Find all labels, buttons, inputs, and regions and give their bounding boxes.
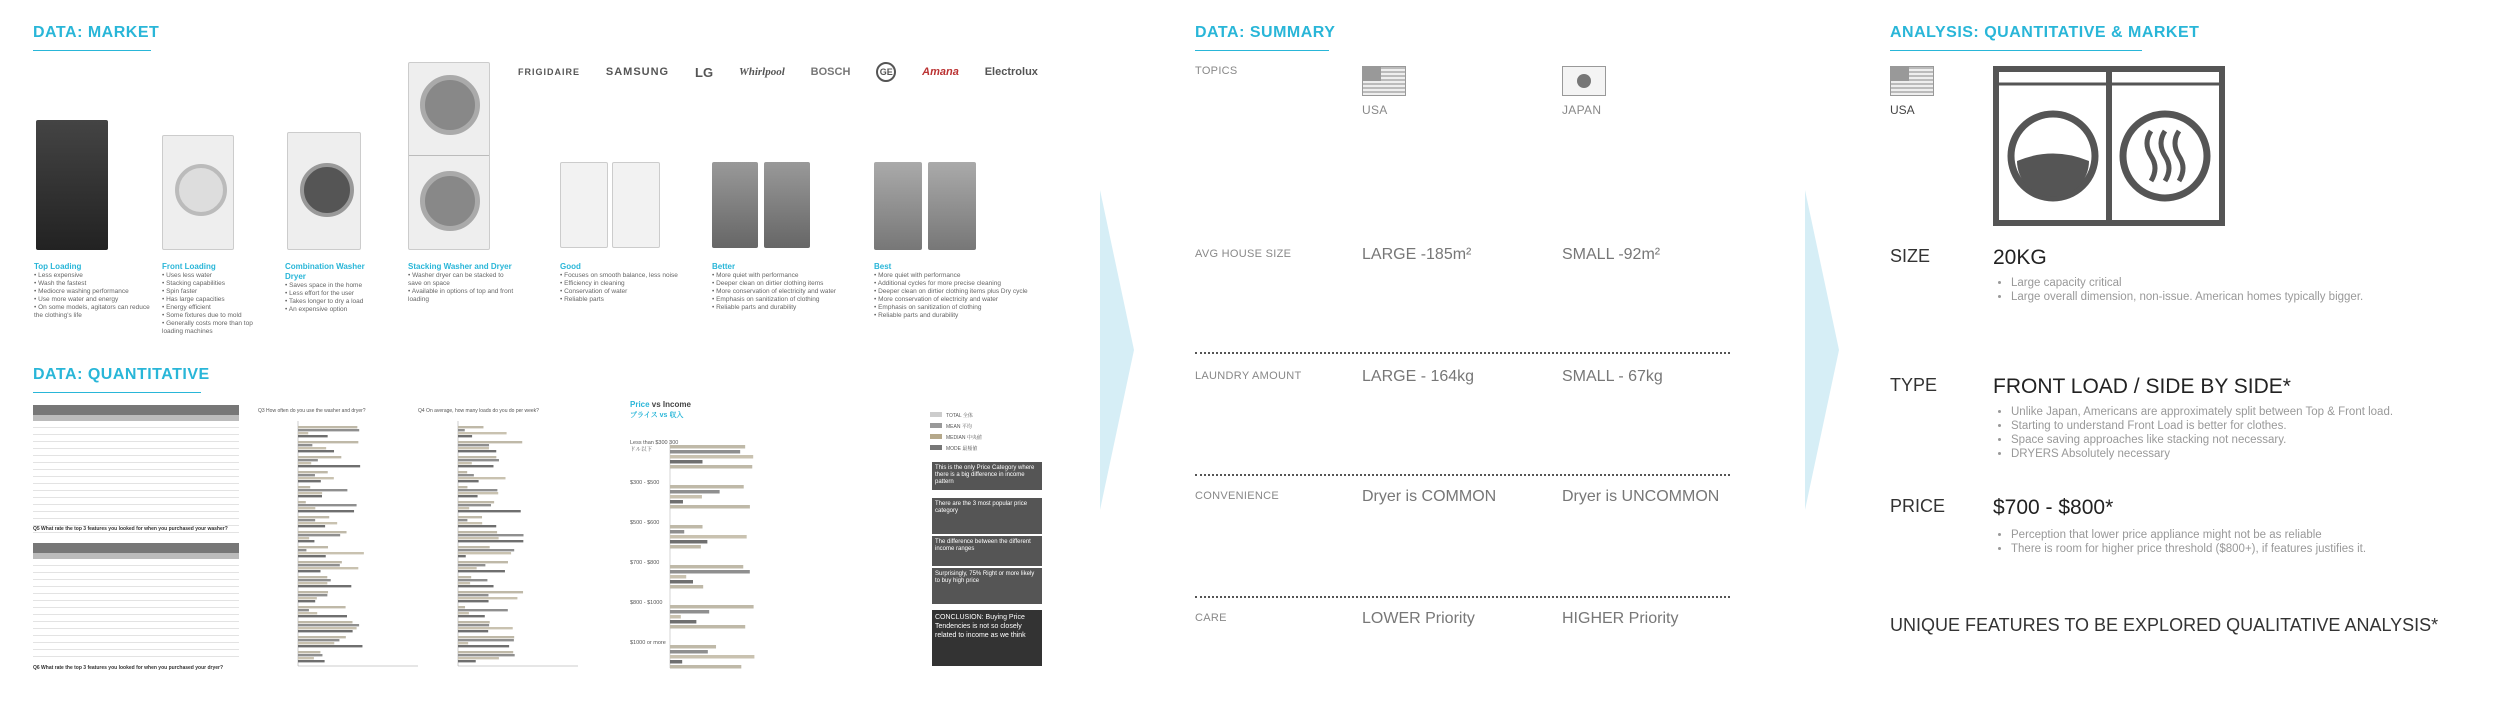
product-combination: [285, 262, 385, 314]
bar-mark: [298, 531, 347, 533]
bar-mark: [298, 522, 337, 524]
chart1-title: Q3 How often do you use the washer and dryer?: [258, 408, 366, 414]
bar-mark: [458, 654, 515, 656]
market-title: DATA: MARKET: [33, 24, 160, 41]
bar-mark: [458, 525, 496, 527]
size-bullets: [1993, 276, 2491, 304]
bar-mark: [298, 477, 334, 479]
bar-mark: [298, 549, 306, 551]
bar-mark: [298, 429, 359, 431]
bar-mark: [458, 477, 505, 479]
bar-mark: [298, 564, 340, 566]
product-bullet: • Less expensive: [34, 272, 154, 280]
product-bullet: • Deeper clean on dirtier clothing items: [712, 280, 862, 288]
type-bullets: [1993, 405, 2491, 461]
bar-mark: [458, 585, 494, 587]
legend-item: MODE 最頻値: [946, 446, 978, 452]
brand-bosch: BOSCH: [810, 66, 851, 78]
bar-mark: [458, 594, 488, 596]
bar-mark: [298, 636, 346, 638]
price-bullet: • There is room for higher price threshold ($800+), if features justifies it.: [2011, 542, 2491, 556]
price-bar-mark: [670, 565, 743, 569]
divider: [1195, 352, 1730, 354]
bar-mark: [298, 525, 325, 527]
bar-mark: [458, 597, 517, 599]
product-bullet: • More conservation of electricity and water: [712, 288, 862, 296]
product-bullet: • Generally costs more than top loading machines: [162, 320, 270, 336]
bar-mark: [458, 450, 496, 452]
brand-amana: Amana: [922, 66, 959, 78]
product-bullet: • Stacking capabilities: [162, 280, 270, 288]
bar-mark: [458, 621, 490, 623]
chart1-bars: [298, 426, 364, 662]
bar-mark: [458, 435, 472, 437]
annotation-box: There are the 3 most popular price category: [932, 498, 1042, 534]
bar-mark: [298, 606, 346, 608]
product-bullet: • Energy efficient: [162, 304, 270, 312]
bar-mark: [298, 537, 309, 539]
product-title: Combination Washer Dryer: [285, 262, 365, 281]
bar-mark: [298, 459, 318, 461]
chart2-title: Q4 On average, how many loads do you do per week?: [418, 408, 539, 414]
product-title: Best: [874, 262, 892, 271]
bar-mark: [458, 432, 507, 434]
bar-mark: [298, 540, 314, 542]
bar-mark: [298, 555, 326, 557]
bar-mark: [458, 462, 472, 464]
topics-label: TOPICS: [1195, 65, 1238, 77]
bar-mark: [298, 492, 322, 494]
bar-mark: [458, 546, 490, 548]
bar-mark: [298, 456, 341, 458]
product-bullet: • Emphasis on sanitization of clothing: [874, 304, 1044, 312]
analysis-footer: UNIQUE FEATURES TO BE EXPLORED QUALITATIVE ANALYSIS*: [1890, 615, 2439, 635]
bar-mark: [298, 630, 353, 632]
top-loading-washer-image: [36, 120, 108, 250]
bar-mark: [458, 531, 497, 533]
usa-care: LOWER Priority: [1362, 610, 1475, 627]
bar-mark: [298, 432, 308, 434]
analysis-title: ANALYSIS: QUANTITATIVE & MARKET: [1890, 24, 2200, 41]
best-washer-image: [874, 162, 922, 250]
bar-mark: [458, 567, 477, 569]
bar-mark: [458, 639, 514, 641]
price-value: $700 - $800*: [1993, 496, 2114, 519]
bar-mark: [298, 624, 359, 626]
bar-mark: [458, 489, 497, 491]
bar-mark: [298, 447, 326, 449]
japan-house-size: SMALL -92m²: [1562, 246, 1661, 263]
product-best: [874, 262, 1044, 320]
bar-mark: [458, 471, 467, 473]
table-header: [33, 405, 239, 415]
product-bullet: • More conservation of electricity and water: [874, 296, 1044, 304]
bar-mark: [298, 474, 315, 476]
bar-mark: [298, 480, 321, 482]
product-bullet: • Emphasis on sanitization of clothing: [712, 296, 862, 304]
bar-mark: [458, 495, 478, 497]
bar-mark: [298, 612, 317, 614]
price-bar-mark: [670, 445, 745, 449]
analysis-usa-label: USA: [1890, 103, 1915, 117]
annotation-box: This is the only Price Category where there is a big difference in income pattern: [932, 462, 1042, 490]
type-value: FRONT LOAD / SIDE BY SIDE*: [1993, 375, 2291, 398]
bar-mark: [298, 501, 306, 503]
chart-washer-frequency: [258, 416, 423, 676]
bar-mark: [458, 456, 496, 458]
product-bullet: • Conservation of water: [560, 288, 690, 296]
bar-mark: [298, 567, 358, 569]
japan-label: JAPAN: [1562, 103, 1602, 117]
product-title: Stacking Washer and Dryer: [408, 262, 512, 271]
bar-mark: [458, 627, 513, 629]
bar-mark: [458, 429, 465, 431]
bar-mark: [458, 501, 494, 503]
product-bullet: • Takes longer to dry a load: [285, 298, 385, 306]
stacking-washer-dryer-image: [408, 62, 490, 250]
bar-mark: [298, 660, 325, 662]
bar-mark: [458, 555, 466, 557]
bar-mark: [458, 444, 489, 446]
price-bar-mark: [670, 455, 753, 459]
brand-samsung: SAMSUNG: [605, 66, 670, 78]
bar-mark: [298, 651, 320, 653]
bar-mark: [458, 651, 513, 653]
bar-mark: [458, 486, 467, 488]
bar-mark: [298, 552, 364, 554]
legend-item: MEAN 平均: [946, 424, 972, 430]
price-bar-mark: [670, 625, 745, 629]
bar-mark: [458, 657, 499, 659]
bar-mark: [458, 510, 521, 512]
washer-dryer-icon: [1993, 66, 2225, 226]
bar-mark: [298, 546, 328, 548]
bar-mark: [298, 495, 322, 497]
usa-convenience: Dryer is COMMON: [1362, 488, 1497, 505]
bar-mark: [458, 474, 474, 476]
price-row-label: $500 - $600: [630, 520, 660, 526]
bar-mark: [298, 504, 357, 506]
table-header: [33, 543, 239, 553]
price-bar-mark: [670, 605, 754, 609]
type-bullet: • DRYERS Absolutely necessary: [2011, 447, 2491, 461]
chart-loads-per-week: [418, 416, 583, 676]
product-bullet: • Has large capacities: [162, 296, 270, 304]
bar-mark: [458, 660, 476, 662]
price-row-label: $1000 or more: [630, 640, 666, 646]
arrow-right-icon: [1100, 190, 1134, 510]
product-bullet: • Efficiency in cleaning: [560, 280, 690, 288]
bar-mark: [298, 426, 357, 428]
bar-mark: [458, 549, 514, 551]
bar-mark: [458, 537, 499, 539]
product-title: Better: [712, 262, 736, 271]
bar-mark: [298, 621, 353, 623]
row-label-laundry: LAUNDRY AMOUNT: [1195, 370, 1302, 382]
brand-whirlpool: Whirlpool: [738, 66, 785, 78]
price-bar-mark: [670, 485, 744, 489]
bar-mark: [298, 534, 340, 536]
bar-mark: [298, 594, 327, 596]
row-label-convenience: CONVENIENCE: [1195, 490, 1279, 502]
price-bar-mark: [670, 570, 750, 574]
usa-flag-icon: [1890, 66, 1934, 96]
title-underline: [33, 50, 151, 51]
price-bullet: • Perception that lower price appliance might not be as reliable: [2011, 528, 2491, 542]
bar-mark: [298, 582, 327, 584]
bar-mark: [298, 591, 328, 593]
price-row-label: Less than $300 300ドル以下: [630, 440, 679, 453]
bar-mark: [298, 609, 309, 611]
divider: [1195, 474, 1730, 476]
usa-laundry: LARGE - 164kg: [1362, 368, 1475, 385]
price-bar-mark: [670, 665, 741, 669]
bar-mark: [458, 576, 471, 578]
bar-mark: [458, 564, 485, 566]
product-bullet: • Focuses on smooth balance, less noise: [560, 272, 690, 280]
price-bar-mark: [670, 505, 750, 509]
better-washer-image: [712, 162, 758, 248]
title-underline: [33, 392, 201, 393]
brand-logos: [518, 62, 1038, 82]
bar-mark: [298, 471, 328, 473]
bar-mark: [458, 507, 469, 509]
bar-mark: [458, 426, 483, 428]
japan-convenience: Dryer is UNCOMMON: [1562, 488, 1720, 505]
table-caption: Q6 What rate the top 3 features you looked for when you purchased your dryer?: [33, 665, 224, 671]
combination-washer-dryer-image: [287, 132, 361, 250]
bar-mark: [298, 645, 362, 647]
price-bullets: [1993, 528, 2491, 556]
product-bullet: • Use more water and energy: [34, 296, 154, 304]
product-bullet: • More quiet with performance: [874, 272, 1044, 280]
usa-flag-icon: [1362, 66, 1406, 96]
row-label-house-size: AVG HOUSE SIZE: [1195, 248, 1292, 260]
bar-mark: [298, 489, 347, 491]
product-bullet: • Less effort for the user: [285, 290, 385, 298]
price-row-label: $300 - $500: [630, 480, 660, 486]
product-front-loading: [162, 262, 270, 336]
product-bullet: • Mediocre washing performance: [34, 288, 154, 296]
bar-mark: [458, 642, 468, 644]
bar-mark: [458, 645, 509, 647]
price-chart-title: [630, 400, 691, 409]
brand-lg: LG: [695, 64, 714, 80]
price-title-rest: vs Income: [649, 400, 691, 409]
product-bullet: • Saves space in the home: [285, 282, 385, 290]
bar-mark: [458, 516, 482, 518]
better-dryer-image: [764, 162, 810, 248]
bar-mark: [458, 504, 491, 506]
bar-mark: [298, 615, 347, 617]
conclusion-box: CONCLUSION: Buying Price Tendencies is not so closely related to income as we think: [932, 610, 1042, 666]
bar-mark: [458, 441, 522, 443]
product-bullet: • Available in options of top and front loading: [408, 288, 518, 304]
japan-laundry: SMALL - 67kg: [1562, 368, 1663, 385]
product-title: Front Loading: [162, 262, 216, 271]
bar-mark: [458, 534, 524, 536]
table-rows: [33, 559, 239, 663]
bar-mark: [298, 435, 328, 437]
product-title: Good: [560, 262, 581, 271]
product-bullet: • Reliable parts: [560, 296, 690, 304]
bar-mark: [298, 462, 311, 464]
bar-mark: [298, 465, 360, 467]
price-legend: [930, 412, 1040, 452]
price-row-label: $700 - $800: [630, 560, 660, 566]
table-caption: Q5 What rate the top 3 features you looked for when you purchased your washer?: [33, 526, 228, 532]
quantitative-title: DATA: QUANTITATIVE: [33, 366, 210, 383]
summary-title: DATA: SUMMARY: [1195, 24, 1336, 41]
annotation-box: The difference between the different income ranges: [932, 536, 1042, 566]
product-bullet: • Wash the fastest: [34, 280, 154, 288]
product-bullet: • Additional cycles for more precise cleaning: [874, 280, 1044, 288]
bar-mark: [458, 447, 489, 449]
japan-care: HIGHER Priority: [1562, 610, 1679, 627]
bar-mark: [298, 600, 315, 602]
brand-ge: GE: [876, 62, 896, 82]
size-label: SIZE: [1890, 246, 1931, 266]
bar-mark: [458, 606, 465, 608]
price-bar-mark: [670, 535, 747, 539]
bar-mark: [298, 597, 317, 599]
annotation-box: Surprisingly, 75% Right or more likely to buy high price: [932, 568, 1042, 604]
bar-mark: [458, 600, 489, 602]
price-bar-mark: [670, 465, 752, 469]
bar-mark: [458, 636, 514, 638]
good-washer-image: [560, 162, 608, 248]
legend-item: TOTAL 全体: [946, 413, 973, 419]
product-top-loading: [34, 262, 154, 320]
type-bullet: • Space saving approaches like stacking not necessary.: [2011, 433, 2491, 447]
front-loading-washer-image: [162, 135, 234, 250]
bar-mark: [298, 444, 312, 446]
product-bullet: • An expensive option: [285, 306, 385, 314]
bar-mark: [458, 612, 469, 614]
bar-mark: [458, 591, 523, 593]
bar-mark: [458, 615, 485, 617]
bar-mark: [458, 579, 487, 581]
size-value: 20KG: [1993, 246, 2047, 269]
type-bullet: • Starting to understand Front Load is better for clothes.: [2011, 419, 2491, 433]
product-bullet: • Washer dryer can be stacked to save on space: [408, 272, 518, 288]
bar-mark: [298, 576, 327, 578]
price-bars: [670, 445, 754, 669]
arrow-right-icon: [1805, 190, 1839, 510]
product-bullet: • Some fixtures due to mold: [162, 312, 270, 320]
bar-mark: [458, 492, 498, 494]
bar-mark: [458, 561, 508, 563]
bar-mark: [458, 624, 489, 626]
title-underline: [1195, 50, 1329, 51]
brand-electrolux: Electrolux: [984, 66, 1038, 78]
product-bullet: • Reliable parts and durability: [874, 312, 1044, 320]
bar-mark: [458, 552, 511, 554]
size-bullet: • Large capacity critical: [2011, 276, 2491, 290]
bar-mark: [458, 630, 488, 632]
price-bar-mark: [670, 655, 754, 659]
bar-mark: [458, 582, 470, 584]
product-bullet: • Reliable parts and durability: [712, 304, 862, 312]
bar-mark: [298, 642, 334, 644]
good-dryer-image: [612, 162, 660, 248]
bar-mark: [458, 609, 508, 611]
product-bullet: • Deeper clean on dirtier clothing items plus Dry cycle: [874, 288, 1044, 296]
bar-mark: [298, 441, 358, 443]
row-label-care: CARE: [1195, 612, 1227, 624]
bar-mark: [458, 570, 505, 572]
size-bullet: • Large overall dimension, non-issue. American homes typically bigger.: [2011, 290, 2491, 304]
bar-mark: [298, 561, 342, 563]
survey-table-dryer: [33, 543, 239, 663]
bar-mark: [298, 486, 310, 488]
bar-mark: [458, 459, 499, 461]
title-underline: [1890, 50, 2142, 51]
product-bullet: • More quiet with performance: [712, 272, 862, 280]
bar-mark: [298, 507, 315, 509]
usa-label: USA: [1362, 103, 1388, 117]
product-better: [712, 262, 862, 312]
bar-mark: [298, 657, 314, 659]
bar-mark: [458, 522, 482, 524]
table-rows: [33, 421, 239, 533]
bar-mark: [458, 480, 479, 482]
bar-mark: [458, 540, 523, 542]
product-bullet: • Uses less water: [162, 272, 270, 280]
product-title: Top Loading: [34, 262, 82, 271]
bar-mark: [298, 570, 320, 572]
price-bar-mark: [670, 450, 740, 454]
bar-mark: [298, 579, 331, 581]
type-bullet: • Unlike Japan, Americans are approximately split between Top & Front load.: [2011, 405, 2491, 419]
price-title-jp: プライス vs 収入: [630, 412, 684, 419]
legend-item: MEDIAN 中央値: [946, 435, 982, 441]
bar-mark: [458, 519, 467, 521]
usa-house-size: LARGE -185m²: [1362, 246, 1472, 263]
brand-frigidaire: FRIGIDAIRE: [518, 67, 581, 77]
bar-mark: [298, 516, 329, 518]
chart2-bars: [458, 426, 524, 662]
product-bullet: • Spin faster: [162, 288, 270, 296]
bar-mark: [298, 639, 339, 641]
price-row-label: $800 - $1000: [630, 600, 663, 606]
type-label: TYPE: [1890, 375, 1938, 395]
price-row-labels: [630, 440, 680, 670]
divider: [1195, 596, 1730, 598]
bar-mark: [458, 465, 493, 467]
product-stacking: [408, 262, 518, 304]
bar-mark: [298, 450, 334, 452]
product-bullet: • On some models, agitators can reduce the clothing's life: [34, 304, 154, 320]
bar-mark: [298, 627, 357, 629]
best-dryer-image: [928, 162, 976, 250]
price-title-accent: Price: [630, 400, 650, 409]
price-label: PRICE: [1890, 496, 1946, 516]
product-good: [560, 262, 690, 304]
japan-flag-icon: [1562, 66, 1606, 96]
bar-mark: [298, 519, 315, 521]
bar-mark: [298, 510, 354, 512]
survey-table-washer: [33, 405, 239, 533]
bar-mark: [298, 654, 322, 656]
bar-mark: [298, 585, 351, 587]
